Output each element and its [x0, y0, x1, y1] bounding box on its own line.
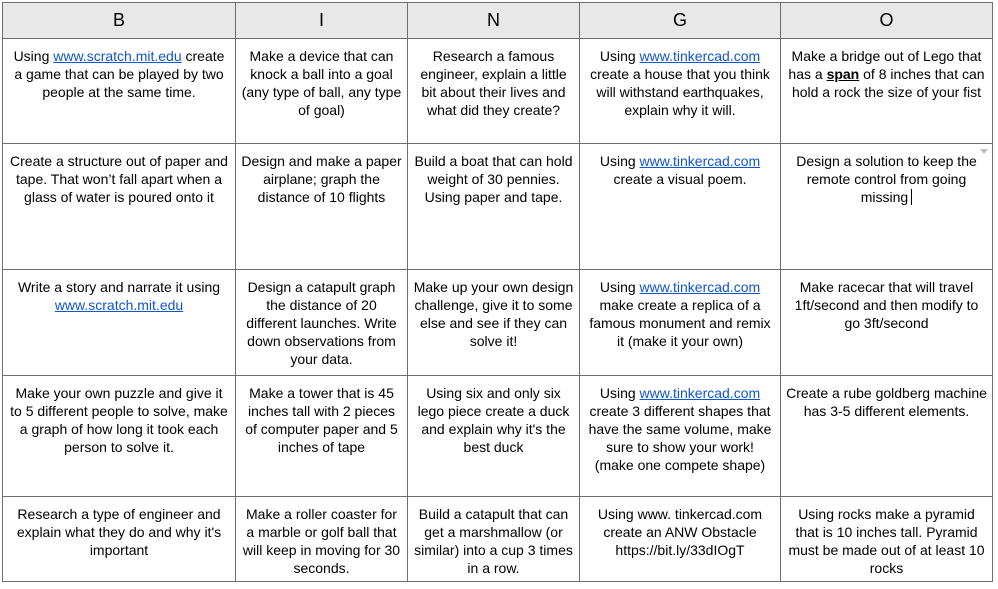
cell-b4[interactable]: Make your own puzzle and give it to 5 different people to solve, make a graph of how long it took each person to solve it. — [3, 376, 236, 497]
header-n: N — [408, 3, 580, 39]
cell-b5[interactable]: Research a type of engineer and explain what they do and why it's important — [3, 497, 236, 582]
header-o: O — [781, 3, 993, 39]
cell-n1[interactable]: Research a famous engineer, explain a little bit about their lives and what did they create? — [408, 39, 580, 144]
cell-o2-active[interactable] — [781, 144, 993, 270]
cell-n2[interactable]: Build a boat that can hold weight of 30 pennies. Using paper and tape. — [408, 144, 580, 270]
cell-i1[interactable]: Make a device that can knock a ball into a goal (any type of ball, any type of goal) — [236, 39, 408, 144]
tinkercad-link[interactable]: www.tinkercad.com — [639, 279, 761, 295]
tinkercad-link[interactable]: www.tinkercad.com — [639, 385, 761, 401]
cell-i5[interactable]: Make a roller coaster for a marble or golf ball that will keep in moving for 30 seconds. — [236, 497, 408, 582]
tinkercad-link[interactable]: www.tinkercad.com — [639, 153, 761, 169]
cell-n3[interactable]: Make up your own design challenge, give it to some else and see if they can solve it! — [408, 270, 580, 376]
cell-g2[interactable]: Using www.tinkercad.com create a visual poem. — [580, 144, 781, 270]
cell-o4[interactable]: Create a rube goldberg machine has 3-5 different elements. — [781, 376, 993, 497]
cell-i4[interactable]: Make a tower that is 45 inches tall with 2 pieces of computer paper and 5 inches of tape — [236, 376, 408, 497]
cell-o2-text: Design a solution to keep the remote control from going missing — [796, 153, 977, 205]
cell-b1[interactable]: Using www.scratch.mit.edu create a game that can be played by two people at the same time. — [3, 39, 236, 144]
cell-g1[interactable]: Using www.tinkercad.com create a house that you think will withstand earthquakes, explain why it will. — [580, 39, 781, 144]
cell-g3[interactable]: Using www.tinkercad.com make create a replica of a famous monument and remix it (make it your own) — [580, 270, 781, 376]
table-row — [3, 270, 993, 376]
tinkercad-link[interactable]: www.tinkercad.com — [639, 48, 761, 64]
cell-g5[interactable]: Using www. tinkercad.com create an ANW Obstacle https://bit.ly/33dIOgT — [580, 497, 781, 582]
cell-i2[interactable]: Design and make a paper airplane; graph the distance of 10 flights — [236, 144, 408, 270]
table-row — [3, 39, 993, 144]
cell-n4[interactable]: Using six and only six lego piece create a duck and explain why it's the best duck — [408, 376, 580, 497]
cell-o3[interactable]: Make racecar that will travel 1ft/second and then modify to go 3ft/second — [781, 270, 993, 376]
dropdown-arrow-icon[interactable] — [980, 149, 988, 154]
cell-b3[interactable]: Write a story and narrate it using www.scratch.mit.edu — [3, 270, 236, 376]
table-row — [3, 376, 993, 497]
scratch-link[interactable]: www.scratch.mit.edu — [53, 48, 182, 64]
header-row — [3, 3, 993, 39]
cell-b2[interactable]: Create a structure out of paper and tape. That won’t fall apart when a glass of water is poured onto it — [3, 144, 236, 270]
bold-underlined-word: span — [826, 66, 860, 82]
text-cursor — [911, 189, 912, 205]
table-row — [3, 497, 993, 582]
header-b: B — [3, 3, 236, 39]
bingo-board — [2, 2, 993, 582]
table-row — [3, 144, 993, 270]
cell-n5[interactable]: Build a catapult that can get a marshmallow (or similar) into a cup 3 times in a row. — [408, 497, 580, 582]
header-g: G — [580, 3, 781, 39]
cell-i3[interactable]: Design a catapult graph the distance of 20 different launches. Write down observations from your data. — [236, 270, 408, 376]
cell-g4[interactable]: Using www.tinkercad.com create 3 different shapes that have the same volume, make sure to show your work! (make one compete shape) — [580, 376, 781, 497]
scratch-link[interactable]: www.scratch.mit.edu — [54, 297, 184, 313]
cell-o5[interactable]: Using rocks make a pyramid that is 10 inches tall. Pyramid must be made out of at least 10 rocks — [781, 497, 993, 582]
cell-o1[interactable]: Make a bridge out of Lego that has a span of 8 inches that can hold a rock the size of your fist — [781, 39, 993, 144]
header-i: I — [236, 3, 408, 39]
